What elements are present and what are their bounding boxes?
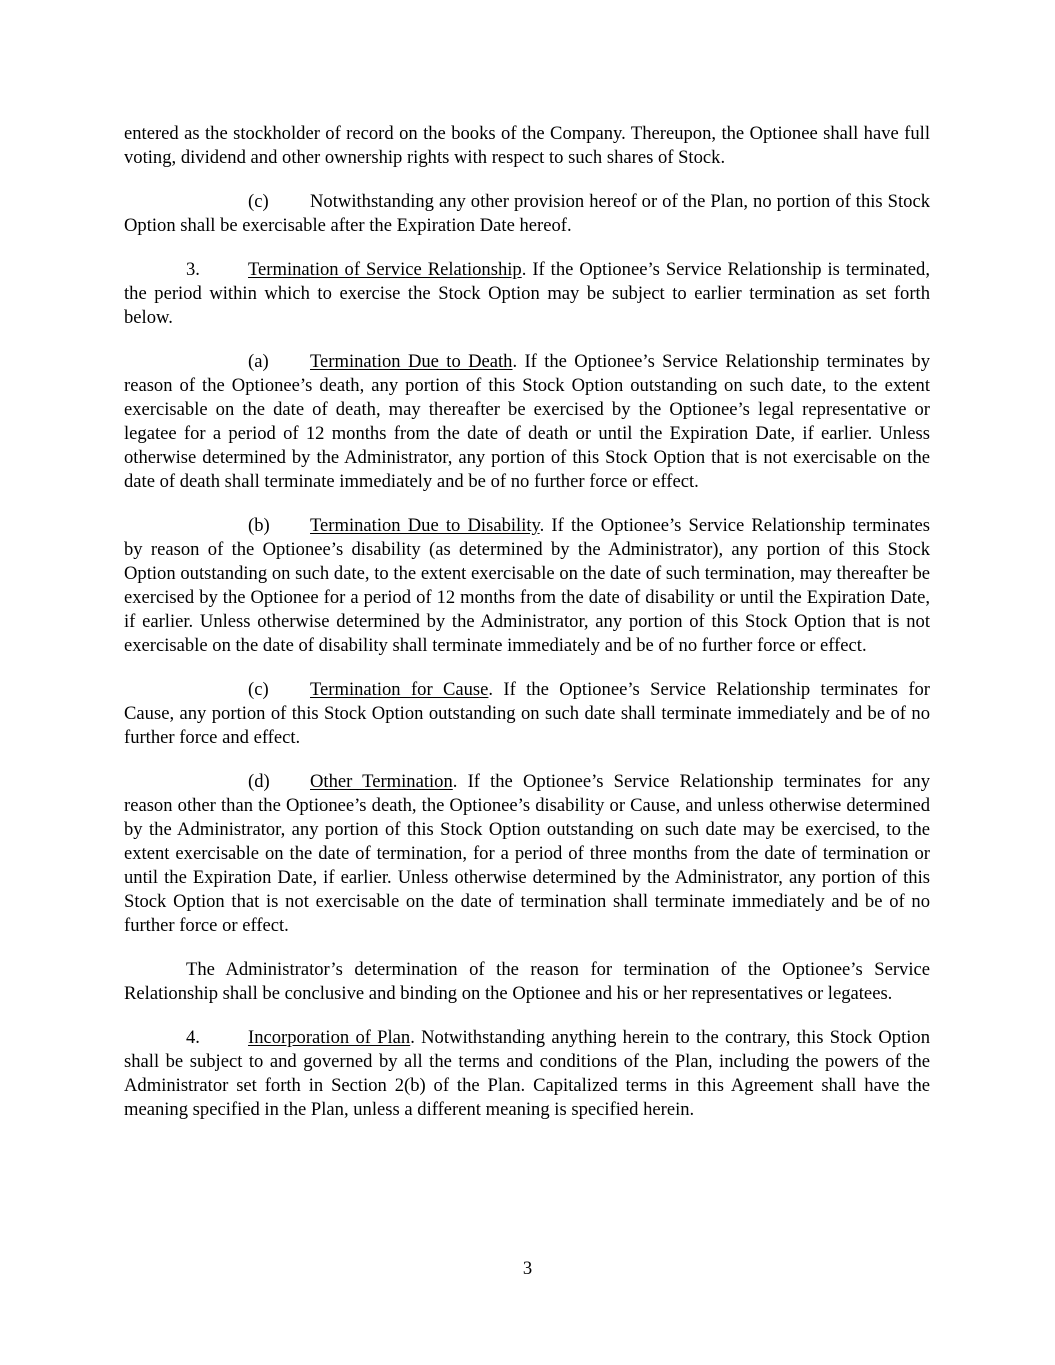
paragraph-text: . Notwithstanding anything herein to the contrary, this Stock Option shall be subject to and governed by all the terms and conditions of the Plan, including the powers of the Administrator set forth in Section 2(b) of the Plan. Capitalized terms in this Agreement shall have the meaning specified in the Plan, unless a different meaning is specified herein. [124, 1027, 930, 1120]
paragraph-text: . If the Optionee’s Service Relationship is terminated, the period within which to exercise the Stock Option may be subject to earlier termination as set forth below. [124, 259, 930, 328]
document-page [124, 122, 930, 1142]
paragraph-text: entered as the stockholder of record on the books of the Company. Thereupon, the Optionee shall have full voting, dividend and other ownership rights with respect to such shares of Stock. [124, 123, 930, 168]
paragraph-stockholder-record [124, 122, 930, 170]
section-3-termination-of-service [124, 258, 930, 330]
paragraph-label: (c) [248, 679, 269, 700]
paragraph-heading: Termination Due to Death [310, 351, 513, 372]
paragraph-3c-cause [124, 678, 930, 750]
section-number: 4. [186, 1027, 200, 1048]
paragraph-heading: Other Termination [310, 771, 453, 792]
page-number: 3 [522, 1258, 533, 1279]
paragraph-3a-death [124, 350, 930, 494]
paragraph-heading: Termination Due to Disability [310, 515, 540, 536]
paragraph-text: The Administrator’s determination of the reason for termination of the Optionee’s Service Relationship shall be conclusive and binding on the Optionee and his or her representatives or legatees. [124, 959, 930, 1004]
paragraph-heading: Termination for Cause [310, 679, 489, 700]
paragraph-text: . If the Optionee’s Service Relationship terminates by reason of the Optionee’s disability (as determined by the Administrator), any portion of this Stock Option outstanding on such date, to the extent exercisable on the date of such termination, may thereafter be exercised by the Optionee for a period of 12 months from the date of disability or until the Expiration Date, if earlier. Unless otherwise determined by the Administrator, any portion of this Stock Option that is not exercisable on the date of disability shall terminate immediately and be of no further force or effect. [124, 515, 930, 656]
section-heading: Incorporation of Plan [248, 1027, 411, 1048]
paragraph-text: . If the Optionee’s Service Relationship terminates by reason of the Optionee’s death, any portion of this Stock Option outstanding on such date, to the extent exercisable on the date of death, may thereafter be exercised by the Optionee’s legal representative or legatee for a period of 12 months from the date of death or until the Expiration Date, if earlier. Unless otherwise determined by the Administrator, any portion of this Stock Option that is not exercisable on the date of death shall terminate immediately and be of no further force or effect. [124, 351, 930, 492]
paragraph-text: Notwithstanding any other provision hereof or of the Plan, no portion of this Stock Option shall be exercisable after the Expiration Date hereof. [124, 191, 930, 236]
paragraph-3d-other-termination [124, 770, 930, 938]
paragraph-label: (a) [248, 351, 269, 372]
section-4-incorporation-of-plan [124, 1026, 930, 1122]
section-heading: Termination of Service Relationship [248, 259, 522, 280]
paragraph-text: . If the Optionee’s Service Relationship terminates for Cause, any portion of this Stock Option outstanding on such date shall terminate immediately and be of no further force and effect. [124, 679, 931, 748]
paragraph-3b-disability [124, 514, 930, 658]
paragraph-administrator-determination [124, 958, 930, 1006]
paragraph-label: (c) [248, 191, 269, 212]
paragraph-text: . If the Optionee’s Service Relationship terminates for any reason other than the Optionee’s death, the Optionee’s disability or Cause, and unless otherwise determined by the Administrator, any portion of this Stock Option outstanding on such date may be exercised, to the extent exercisable on the date of termination, for a period of three months from the date of termination or until the Expiration Date, if earlier. Unless otherwise determined by the Administrator, any portion of this Stock Option that is not exercisable on the date of termination shall terminate immediately and be of no further force or effect. [124, 771, 930, 936]
paragraph-label: (b) [248, 515, 270, 536]
section-number: 3. [186, 259, 200, 280]
paragraph-label: (d) [248, 771, 270, 792]
paragraph-2c-expiration [124, 190, 930, 238]
